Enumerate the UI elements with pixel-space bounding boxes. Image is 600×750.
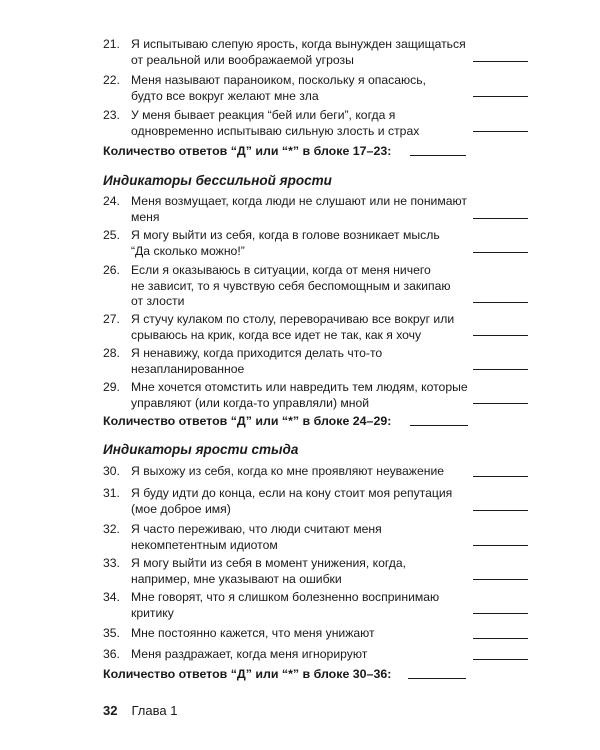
answer-blank-32[interactable] [473,545,528,546]
page-number: 32 [103,703,118,718]
question-text: У меня бывает реакция “бей или беги”, когда я одновременно испытываю сильную злость и страх [131,108,420,138]
answer-blank-30[interactable] [473,476,528,477]
section-heading-powerless-rage: Индикаторы бессильной ярости [103,173,332,188]
question-number: 34. [103,590,120,604]
question-text: Мне говорят, что я слишком болезненно воспринимаю критику [131,590,440,620]
question-text: Я могу выйти из себя в момент унижения, когда, например, мне указывают на ошибки [131,556,407,586]
question-number: 33. [103,556,120,570]
question-number: 24. [103,194,120,208]
question-number: 35. [103,626,120,640]
section-heading-shame-rage: Индикаторы ярости стыда [103,442,299,457]
question-number: 29. [103,380,120,394]
question-text: Я выхожу из себя, когда ко мне проявляют неуважение [131,464,445,478]
count-blank-30-36[interactable] [408,678,466,679]
question-number: 31. [103,486,120,500]
answer-blank-22[interactable] [473,96,528,97]
answer-blank-33[interactable] [473,579,528,580]
question-number: 25. [103,228,120,242]
question-text: Я ненавижу, когда приходится делать что-то незапланированное [131,346,383,376]
answer-blank-31[interactable] [473,510,528,511]
question-number: 22. [103,73,120,87]
answer-blank-21[interactable] [473,61,528,62]
answer-blank-36[interactable] [473,659,528,660]
answer-blank-35[interactable] [473,638,528,639]
question-number: 36. [103,647,120,661]
question-text: Мне хочется отомстить или навредить тем людям, которые управляют (или когда-то управляли) мной [131,380,468,410]
question-number: 30. [103,464,120,478]
question-number: 26. [103,263,120,277]
question-text: Я буду идти до конца, если на кону стоит моя репутация (мое доброе имя) [131,486,453,516]
question-text: Я стучу кулаком по столу, переворачиваю все вокруг или срываюсь на крик, когда все идет не так, как я хочу [131,312,455,342]
question-text: Я могу выйти из себя, когда в голове возникает мысль “Да сколько можно!” [131,228,440,258]
answer-blank-27[interactable] [473,335,528,336]
chapter-label: Глава 1 [131,703,178,718]
question-text: Меня называют параноиком, поскольку я опасаюсь, будто все вокруг желают мне зла [131,73,426,103]
answer-blank-34[interactable] [473,613,528,614]
question-number: 32. [103,522,120,536]
question-text: Меня возмущает, когда люди не слушают или не понимают меня [131,194,467,224]
question-text: Меня раздражает, когда меня игнорируют [131,647,368,661]
question-number: 21. [103,37,120,51]
question-text: Я испытываю слепую ярость, когда вынужден защищаться от реальной или воображаемой угрозы [131,37,466,67]
page-footer [103,703,177,718]
answer-blank-28[interactable] [473,369,528,370]
answer-blank-29[interactable] [473,403,528,404]
question-text: Я часто переживаю, что люди считают меня некомпетентным идиотом [131,522,382,552]
question-number: 27. [103,312,120,326]
block-count-17-23: Количество ответов “Д” или “*” в блоке 17–23: [103,144,392,158]
answer-blank-24[interactable] [473,218,528,219]
block-count-30-36: Количество ответов “Д” или “*” в блоке 30–36: [103,667,392,681]
count-blank-17-23[interactable] [410,155,466,156]
count-blank-24-29[interactable] [410,425,468,426]
answer-blank-26[interactable] [473,302,528,303]
block-count-24-29: Количество ответов “Д” или “*” в блоке 24–29: [103,414,392,428]
question-number: 23. [103,108,120,122]
answer-blank-25[interactable] [473,252,528,253]
question-number: 28. [103,346,120,360]
question-text: Мне постоянно кажется, что меня унижают [131,626,375,640]
question-text: Если я оказываюсь в ситуации, когда от меня ничего не зависит, то я чувствую себя беспомощным и закипаю от злости [131,263,451,308]
answer-blank-23[interactable] [473,131,528,132]
